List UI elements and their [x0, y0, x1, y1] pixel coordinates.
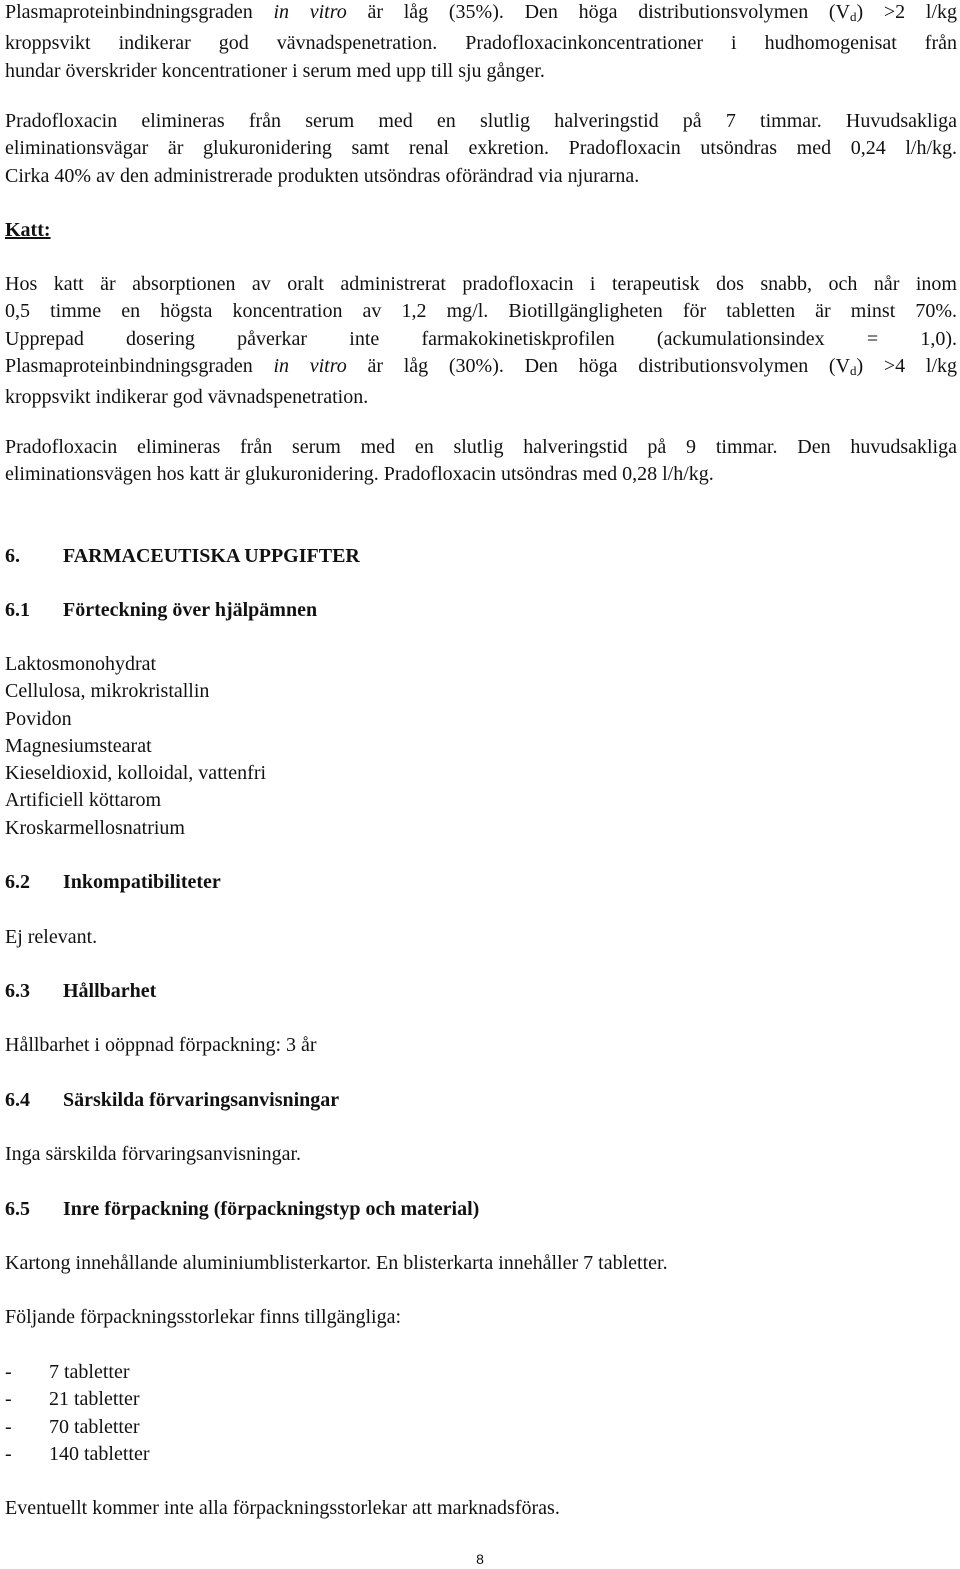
dash-marker: -	[5, 1388, 12, 1411]
text-line: Pradofloxacin elimineras från serum med en slutlig halveringstid på 9 timmar. Den huvudsakliga	[5, 436, 957, 458]
italic-term: in vitro	[273, 1, 347, 23]
pack-size-list	[5, 1359, 150, 1468]
section-title: Hållbarhet	[63, 980, 157, 1002]
text-line: kroppsvikt indikerar god vävnadspenetration.	[5, 386, 369, 409]
pack-size-item	[5, 1414, 150, 1441]
excipient-item: Magnesiumstearat	[5, 734, 152, 757]
subscript: d	[850, 9, 857, 24]
text-line: Hos katt är absorptionen av oralt administrerat pradofloxacin i terapeutisk dos snabb, och når inom	[5, 273, 957, 295]
section-heading-6-2	[5, 869, 221, 896]
text-run: ) >2 l/kg	[856, 1, 957, 23]
text-run: ) >4 l/kg	[856, 354, 957, 377]
packaging-text: Kartong innehållande aluminiumblisterkartor. En blisterkarta innehåller 7 tabletter.	[5, 1252, 668, 1274]
excipient-item: Artificiell köttarom	[5, 789, 162, 812]
text-run: Plasmaproteinbindningsgraden	[5, 1, 274, 23]
section-heading-6-3	[5, 978, 156, 1005]
pack-sizes-intro: Följande förpackningsstorlekar finns tillgängliga:	[5, 1306, 402, 1328]
excipient-item: Povidon	[5, 707, 72, 730]
dash-marker: -	[5, 1442, 12, 1465]
italic-term: in vitro	[273, 354, 347, 377]
pack-size-label: 21 tabletter	[49, 1388, 140, 1411]
section-title: Inre förpackning (förpackningstyp och material)	[63, 1198, 480, 1220]
pack-size-item	[5, 1359, 150, 1386]
pk-dog-paragraph-elimination	[5, 108, 957, 190]
section-heading-6-4	[5, 1087, 339, 1114]
storage-text: Inga särskilda förvaringsanvisningar.	[5, 1143, 302, 1165]
shelf-life-text: Hållbarhet i oöppnad förpackning: 3 år	[5, 1034, 317, 1056]
pk-dog-paragraph-distribution	[5, 0, 957, 85]
excipient-item: Cellulosa, mikrokristallin	[5, 680, 210, 703]
section-number: 6.1	[5, 599, 30, 621]
section-title: FARMACEUTISKA UPPGIFTER	[63, 545, 360, 567]
text-line: eliminationsvägen hos katt är glukuronidering. Pradofloxacin utsöndras med 0,28 l/h/kg.	[5, 463, 714, 486]
text-line	[5, 353, 957, 384]
section-heading-6	[5, 543, 360, 570]
dash-marker: -	[5, 1361, 12, 1383]
text-line: Pradofloxacin elimineras från serum med en slutlig halveringstid på 7 timmar. Huvudsakliga	[5, 110, 957, 132]
section-title: Särskilda förvaringsanvisningar	[63, 1089, 340, 1111]
text-line: Cirka 40% av den administrerade produkten utsöndras oförändrad via njurarna.	[5, 164, 640, 187]
incompatibilities-text: Ej relevant.	[5, 926, 98, 948]
excipient-item: Laktosmonohydrat	[5, 653, 157, 675]
section-title: Förteckning över hjälpämnen	[63, 599, 318, 621]
text-run: Plasmaproteinbindningsgraden	[5, 354, 274, 377]
section-heading-6-1	[5, 597, 317, 624]
section-number: 6.3	[5, 980, 30, 1002]
pack-size-label: 140 tabletter	[49, 1442, 150, 1465]
pack-size-item	[5, 1386, 150, 1413]
text-line: eliminationsvägar är glukuronidering samt renal exkretion. Pradofloxacin utsöndras med 0,24 l/h/kg.	[5, 137, 957, 160]
section-number: 6.4	[5, 1089, 30, 1111]
page-number: 8	[476, 1551, 484, 1567]
excipient-item: Kieseldioxid, kolloidal, vattenfri	[5, 762, 267, 785]
text-run: är låg (30%). Den höga distributionsvolymen (V	[346, 354, 851, 377]
text-line: hundar överskrider koncentrationer i serum med upp till sju gånger.	[5, 59, 545, 82]
cat-subheading: Katt:	[5, 219, 51, 241]
section-number: 6.5	[5, 1198, 30, 1220]
pack-size-label: 70 tabletter	[49, 1415, 140, 1438]
marketing-note: Eventuellt kommer inte alla förpackningsstorlekar att marknadsföras.	[5, 1497, 560, 1519]
text-line: 0,5 timme en högsta koncentration av 1,2 mg/l. Biotillgängligheten för tabletten är minst 70%.	[5, 300, 957, 323]
section-heading-6-5	[5, 1196, 479, 1223]
dash-marker: -	[5, 1415, 12, 1438]
pk-cat-paragraph-absorption	[5, 271, 957, 411]
section-number: 6.2	[5, 871, 30, 893]
pack-size-label: 7 tabletter	[49, 1361, 130, 1383]
text-line: kroppsvikt indikerar god vävnadspenetration. Pradofloxacinkoncentrationer i hudhomogenisat från	[5, 32, 957, 55]
pk-cat-paragraph-elimination	[5, 434, 957, 489]
text-line: Upprepad dosering påverkar inte farmakokinetiskprofilen (ackumulationsindex = 1,0).	[5, 327, 957, 350]
section-title: Inkompatibiliteter	[63, 871, 221, 893]
excipient-list	[5, 651, 266, 842]
subscript: d	[850, 362, 857, 378]
excipient-item: Kroskarmellosnatrium	[5, 816, 185, 839]
pack-size-item	[5, 1441, 150, 1468]
text-line	[5, 0, 957, 30]
text-run: är låg (35%). Den höga distributionsvolymen (V	[346, 1, 851, 23]
section-number: 6.	[5, 545, 20, 567]
